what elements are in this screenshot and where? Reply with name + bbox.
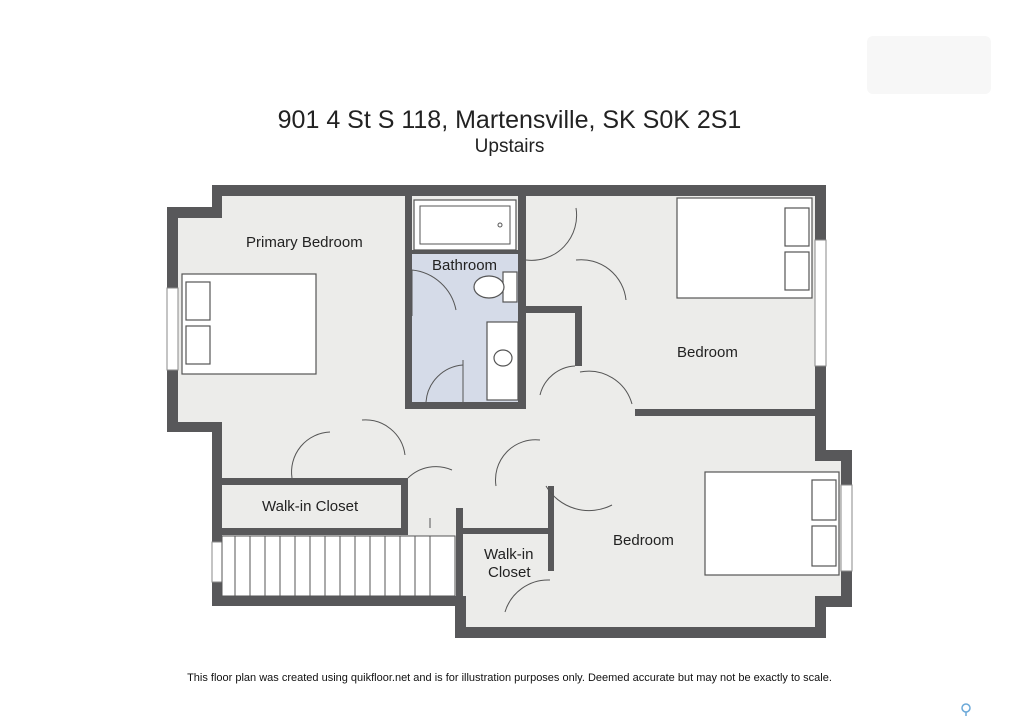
bed-icon — [182, 274, 316, 374]
room-label-bedroom-ne: Bedroom — [677, 344, 738, 361]
room-label-walkin-closet-se-2: Closet — [488, 564, 531, 581]
room-label-walkin-closet: Walk-in Closet — [262, 498, 359, 515]
bathtub-icon — [414, 200, 516, 250]
room-label-bedroom-se: Bedroom — [613, 532, 674, 549]
plan-address: 901 4 St S 118, Martensville, SK S0K 2S1 — [277, 106, 742, 134]
bed-icon — [677, 198, 812, 298]
room-label-walkin-closet-se-1: Walk-in — [484, 546, 534, 563]
room-label-bathroom: Bathroom — [432, 257, 498, 274]
disclaimer-text: This floor plan was created using quikfloor.net and is for illustration purposes only. Deemed accurate but may not be exactly to scale. — [187, 672, 832, 684]
plan-level: Upstairs — [474, 136, 545, 157]
location-pin-icon — [959, 703, 973, 717]
bed-icon — [705, 472, 839, 575]
sink-icon — [487, 322, 518, 400]
room-label-primary-bedroom: Primary Bedroom — [246, 234, 363, 251]
